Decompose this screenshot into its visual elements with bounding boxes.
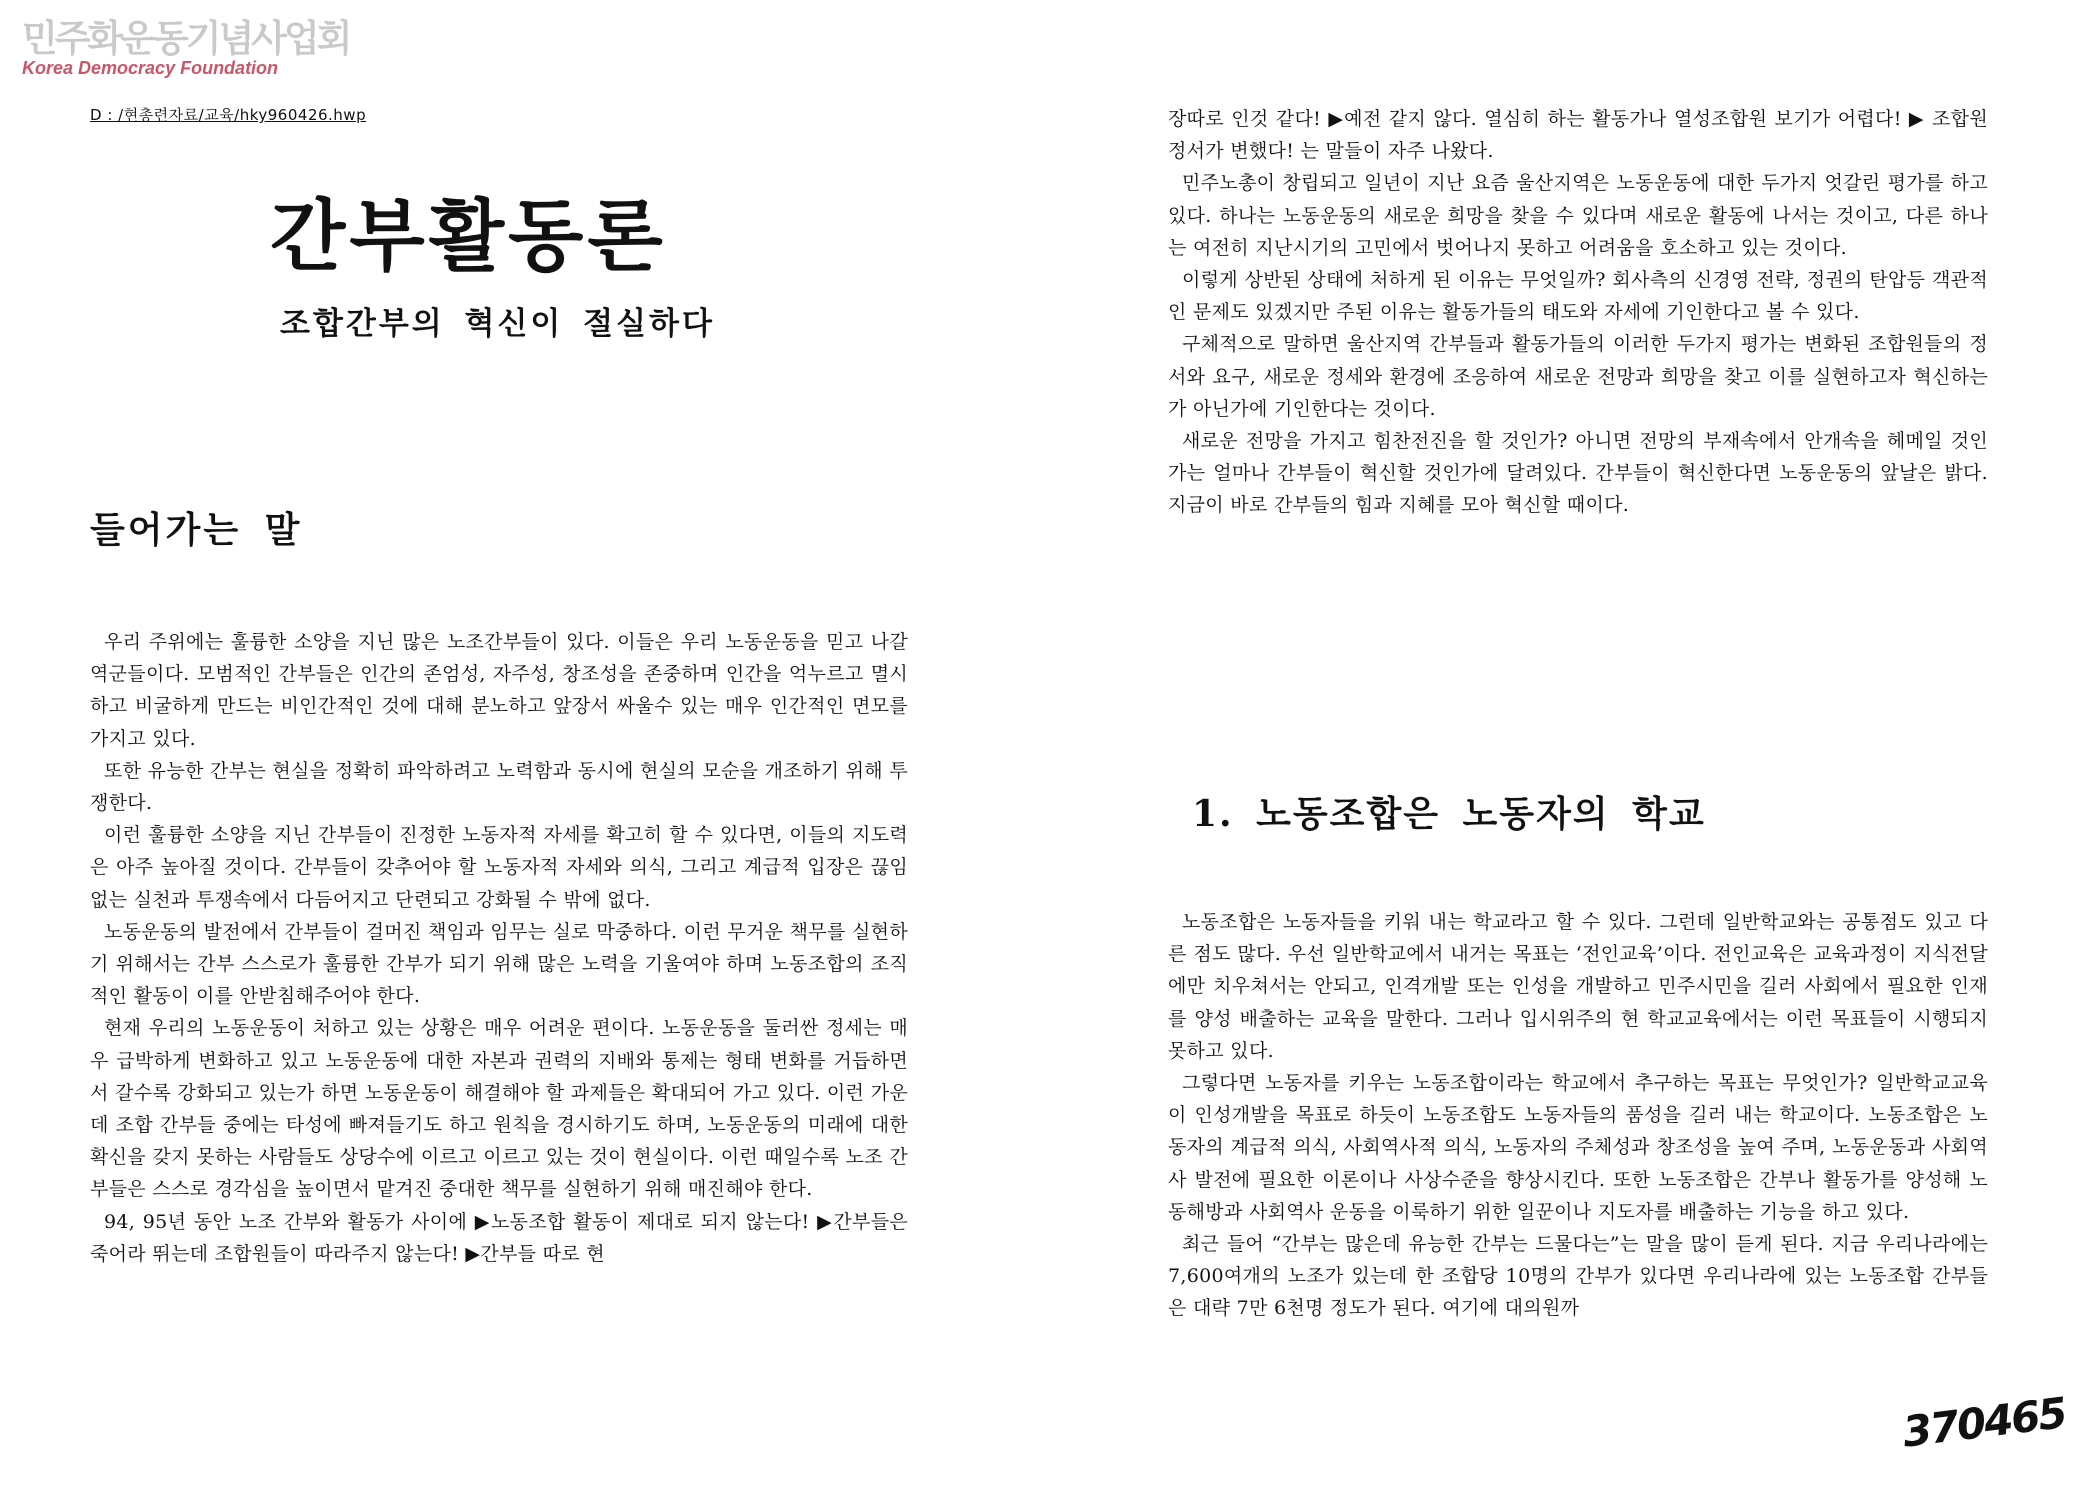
right-column-top-body (1168, 103, 1988, 522)
paragraph: 새로운 전망을 가지고 힘찬전진을 할 것인가? 아니면 전망의 부재속에서 안개속을 헤메일 것인가는 얼마나 간부들이 혁신할 것인가에 달려있다. 간부들이 혁신한다면 노동운동의 앞날은 밝다. 지금이 바로 간부들의 힘과 지혜를 모아 혁신할 때이다. (1168, 430, 1988, 517)
section-heading-1: 1. 노동조합은 노동자의 학교 (1192, 793, 1706, 835)
paragraph: 94, 95년 동안 노조 간부와 활동가 사이에 ▶노동조합 활동이 제대로 되지 않는다! ▶간부들은 죽어라 뛰는데 조합원들이 따라주지 않는다! ▶간부들 따로 현 (90, 1210, 908, 1265)
paragraph: 민주노총이 창립되고 일년이 지난 요즘 울산지역은 노동운동에 대한 두가지 엇갈린 평가를 하고 있다. 하나는 노동운동의 새로운 희망을 찾을 수 있다며 새로운 활동에 나서는 것이고, 다른 하나는 여전히 지난시기의 고민에서 벗어나지 못하고 어려움을 호소하고 있는 것이다. (1168, 172, 1988, 259)
paragraph: 장따로 인것 같다! ▶예전 같지 않다. 열심히 하는 활동가나 열성조합원 보기가 어렵다! ▶ 조합원 정서가 변했다! 는 말들이 자주 나왔다. (1168, 108, 1988, 163)
watermark-english: Korea Democracy Foundation (22, 58, 279, 78)
paragraph: 또한 유능한 간부는 현실을 정확히 파악하려고 노력함과 동시에 현실의 모순을 개조하기 위해 투쟁한다. (90, 759, 908, 815)
right-column-bottom-body (1168, 906, 1988, 1325)
paragraph: 최근 들어 “간부는 많은데 유능한 간부는 드물다는”는 말을 많이 듣게 된다. 지금 우리나라에는 7,600여개의 노조가 있는데 한 조합당 10명의 간부가 있다면 우리나라에 있는 노동조합 간부들은 대략 7만 6천명 정도가 된다. 여기에 대의원까 (1168, 1233, 1988, 1320)
paragraph: 노동조합은 노동자들을 키워 내는 학교라고 할 수 있다. 그런데 일반학교와는 공통점도 있고 다른 점도 많다. 우선 일반학교에서 내거는 목표는 ‘전인교육’이다. 전인교육은 교육과정이 지식전달에만 치우쳐서는 안되고, 인격개발 또는 인성을 개발하고 민주시민을 길러 사회에서 필요한 인재를 양성 배출하는 교육을 말한다. 그러나 입시위주의 현 학교교육에서는 이런 목표들이 시행되지 못하고 있다. (1168, 911, 1988, 1062)
document-subtitle: 조합간부의 혁신이 절실하다 (280, 306, 715, 342)
paragraph: 우리 주위에는 훌륭한 소양을 지닌 많은 노조간부들이 있다. 이들은 우리 노동운동을 믿고 나갈 역군들이다. 모범적인 간부들은 인간의 존엄성, 자주성, 창조성을 존중하며 인간을 억누르고 멸시하고 비굴하게 만드는 비인간적인 것에 대해 분노하고 앞장서 싸울수 있는 매우 인간적인 면모를 가지고 있다. (90, 631, 908, 750)
left-column-body (90, 626, 908, 1270)
paragraph: 현재 우리의 노동운동이 처하고 있는 상황은 매우 어려운 편이다. 노동운동을 둘러싼 정세는 매우 급박하게 변화하고 있고 노동운동에 대한 자본과 권력의 지배와 통제는 형태 변화를 거듭하면서 갈수록 강화되고 있는가 하면 노동운동이 해결해야 할 과제들은 확대되어 가고 있다. 이런 가운데 조합 간부들 중에는 타성에 빠져들기도 하고 원칙을 경시하기도 하며, 노동운동의 미래에 대한 확신을 갖지 못하는 사람들도 상당수에 이르고 이르고 있는 것이 현실이다. 이런 때일수록 노조 간부들은 스스로 경각심을 높이면서 맡겨진 중대한 책무를 실현하기 위해 매진해야 한다. (90, 1017, 908, 1201)
watermark-korean: 민주화운동기념사업회 (22, 17, 350, 60)
paragraph: 노동운동의 발전에서 간부들이 걸머진 책임과 임무는 실로 막중하다. 이런 무거운 책무를 실현하기 위해서는 간부 스스로가 훌륭한 간부가 되기 위해 많은 노력을 기울여야 하며 노동조합의 조직적인 활동이 이를 안받침해주어야 한다. (90, 920, 908, 1008)
paragraph: 그렇다면 노동자를 키우는 노동조합이라는 학교에서 추구하는 목표는 무엇인가? 일반학교교육이 인성개발을 목표로 하듯이 노동조합도 노동자들의 품성을 길러 내는 학교이다. 노동조합은 노동자의 계급적 의식, 사회역사적 의식, 노동자의 주체성과 창조성을 높여 주며, 노동운동과 사회역사 발전에 필요한 이론이나 사상수준을 향상시킨다. 또한 노동조합은 간부나 활동가를 양성해 노동해방과 사회역사 운동을 이룩하기 위한 일꾼이나 지도자를 배출하는 기능을 하고 있다. (1168, 1072, 1988, 1223)
paragraph: 구체적으로 말하면 울산지역 간부들과 활동가들의 이러한 두가지 평가는 변화된 조합원들의 정서와 요구, 새로운 정세와 환경에 조응하여 새로운 전망과 희망을 찾고 이를 실현하고자 혁신하는가 아닌가에 기인한다는 것이다. (1168, 333, 1988, 420)
handwritten-page-number: 370465 (1900, 1388, 2069, 1457)
document-title: 간부활동론 (270, 192, 667, 282)
watermark (22, 18, 349, 79)
paragraph: 이런 훌륭한 소양을 지닌 간부들이 진정한 노동자적 자세를 확고히 할 수 있다면, 이들의 지도력은 아주 높아질 것이다. 간부들이 갖추어야 할 노동자적 자세와 의식, 그리고 계급적 입장은 끊임없는 실천과 투쟁속에서 다듬어지고 단련되고 강화될 수 밖에 없다. (90, 824, 908, 911)
file-path: D : /현총련자료/교육/hky960426.hwp (90, 106, 367, 124)
section-heading-intro: 들어가는 말 (90, 510, 303, 551)
paragraph: 이렇게 상반된 상태에 처하게 된 이유는 무엇일까? 회사측의 신경영 전략, 정권의 탄압등 객관적인 문제도 있겠지만 주된 이유는 활동가들의 태도와 자세에 기인한다고 볼 수 있다. (1168, 269, 1988, 324)
